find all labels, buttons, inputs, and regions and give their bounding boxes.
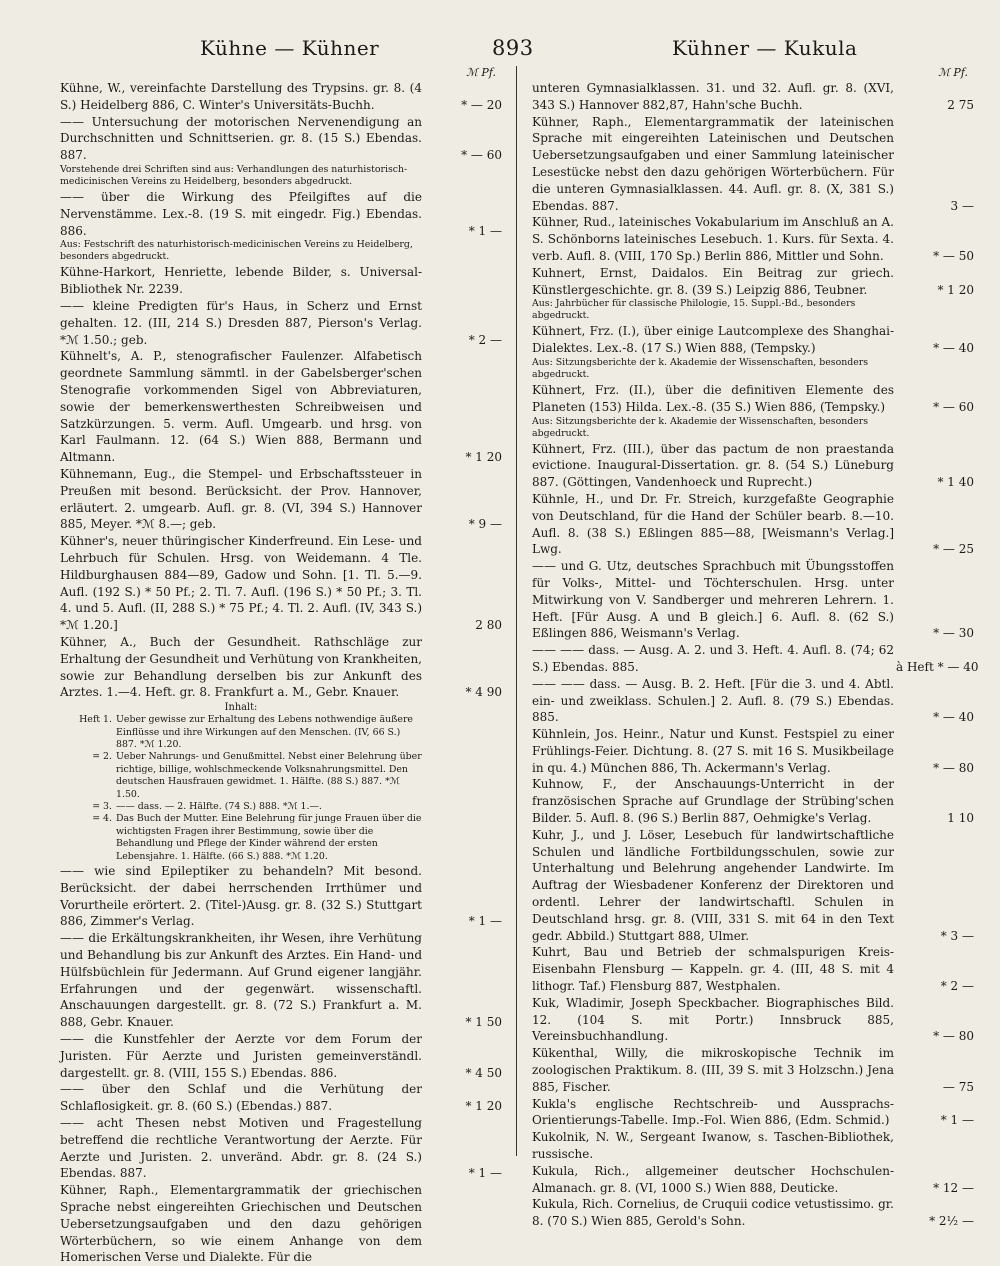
entry-text: —— acht Thesen nebst Motiven und Fragestellung betreffend die rechtliche Verantwortung der Aerzte. Für Aerzte und Juristen. 2. unveränd. Abdr. gr. 8. (24 S.) Ebendas. 887.: [60, 1115, 422, 1181]
catalog-entry: [532, 776, 974, 826]
catalog-entry: [532, 265, 974, 299]
entry-price: * 1 —: [468, 223, 502, 238]
entry-text: unteren Gymnasialklassen. 31. und 32. Aufl. gr. 8. (XVI, 343 S.) Hannover 882,87, Hahn'sche Buchh.: [532, 81, 894, 112]
entry-price: 1 10: [947, 811, 974, 826]
entry-price: * — 50: [933, 248, 974, 263]
entry-price: * 1 —: [940, 1113, 974, 1128]
entry-text: Kühner, Raph., Elementargrammatik der griechischen Sprache nebst eingereihten Griechischen und Deutschen Uebersetzungsaufgaben und den dazu gehörigen Wörterbüchern, so wie einem Anhange von dem Homerischen Verse und Dialekte. Für die: [60, 1183, 422, 1265]
catalog-entry: [532, 214, 974, 264]
contents-item: [60, 813, 502, 863]
right-column: [532, 66, 979, 1229]
entry-price: * 4 50: [465, 1065, 502, 1080]
catalog-entry: [532, 1129, 974, 1163]
entry-price: * — 30: [933, 626, 974, 641]
page-number: 893: [492, 36, 534, 60]
entry-price: — 75: [942, 1079, 974, 1094]
catalog-entry: [532, 80, 974, 114]
catalog-entry: [60, 1081, 502, 1115]
catalog-entry: [532, 441, 974, 491]
entry-text: —— —— dass. — Ausg. A. 2. und 3. Heft. 4. Aufl. 8. (74; 62 S.) Ebendas. 885.: [532, 643, 894, 674]
left-column: [60, 66, 502, 1265]
entry-text: Kuhr, J., und J. Löser, Lesebuch für landwirtschaftliche Schulen und ländliche Fortbildungsschulen, sowie zur Unterhaltung und Belehrung angehender Landwirte. Im Auftrag der Wiesbadener Konferenz der Direktoren und ordentl. Lehrer der landwirtschaftl. Schulen in Deutschland hrsg. gr. 8. (VIII, 331 S. mit 64 in den Text gedr. Abbild.) Stuttgart 888, Ulmer.: [532, 827, 894, 943]
entry-text: —— über den Schlaf und die Verhütung der Schlaflosigkeit. gr. 8. (60 S.) (Ebendas.) 887.: [60, 1082, 422, 1114]
entry-price: * 1 20: [937, 282, 974, 297]
entry-text: Kühner's, neuer thüringischer Kinderfreund. Ein Lese- und Lehrbuch für Schulen. Hrsg. von Weidemann. 4 Tle. Hildburghausen 884—89, Gadow und Sohn. [1. Tl. 5.—9. Aufl. (192 S.) * 50 Pf.; 2. Tl. 7. Aufl. (196 S.) * 50 Pf.; 3. Tl. 4. und 5. Aufl. (II, 288 S.) * 75 Pf.; 4. Tl. 2. Aufl. (IV, 343 S.) *ℳ 1.20.]: [60, 534, 422, 633]
entry-text: —— Untersuchung der motorischen Nervenendigung an Durchschnitten und Schnittserien. gr. 8. (15 S.) Ebendas. 887.: [60, 114, 422, 163]
catalog-entry: [60, 80, 502, 114]
entry-price: * 4 90: [465, 685, 502, 700]
entry-text: Kukula, Rich., allgemeiner deutscher Hochschulen-Almanach. gr. 8. (VI, 1000 S.) Wien 888, Deuticke.: [532, 1163, 894, 1195]
price-unit-label: ℳ Pf.: [938, 66, 968, 79]
catalog-entry: [532, 491, 974, 558]
catalog-entry: [60, 1182, 502, 1266]
catalog-entry: [532, 995, 974, 1045]
catalog-entry: [532, 558, 974, 642]
contents-item-label: = 4.: [92, 813, 112, 825]
entry-text: Kuhnert, Ernst, Daidalos. Ein Beitrag zur griech. Künstlergeschichte. gr. 8. (39 S.) Leipzig 886, Teubner.: [532, 265, 894, 297]
entry-price: * 1 50: [465, 1015, 502, 1030]
entry-text: Kühne-Harkort, Henriette, lebende Bilder, s. Universal-Bibliothek Nr. 2239.: [60, 265, 422, 297]
column-divider: [516, 66, 517, 1156]
entry-text: Kühner, Rud., lateinisches Vokabularium im Anschluß an A. S. Schönborns lateinisches Lesebuch. 1. Kurs. für Sexta. 4. verb. Aufl. 8. (VIII, 170 Sp.) Berlin 886, Mittler und Sohn.: [532, 215, 894, 263]
entry-note: Vorstehende drei Schriften sind aus: Verhandlungen des naturhistorisch-medicinischen Vereins zu Heidelberg, besonders abgedruckt.: [60, 163, 408, 187]
entry-note: Aus: Festschrift des naturhistorisch-medicinischen Vereins zu Heidelberg, besonders abgedruckt.: [60, 239, 413, 263]
entry-price: * 9 —: [468, 517, 502, 532]
entry-text: Kühner, A., Buch der Gesundheit. Rathschläge zur Erhaltung der Gesundheit und Verhütung von Krankheiten, sowie zur Behandlung derselben bis zur Ankunft des Arztes. 1.—4. Heft. gr. 8. Frankfurt a. M., Gebr. Knauer.: [60, 634, 422, 700]
entry-text: Kukla's englische Rechtschreib- und Aussprachs-Orientierungs-Tabelle. Imp.-Fol. Wien 886, (Edm. Schmid.): [532, 1096, 894, 1128]
entry-text: Kühnle, H., und Dr. Fr. Streich, kurzgefaßte Geographie von Deutschland, für die Hand der Schüler bearb. 8.—10. Aufl. 8. (38 S.) Eßlingen 885—88, [Weismann's Verlag.] Lwg.: [532, 491, 894, 557]
entry-price: * 1 20: [465, 450, 502, 465]
entry-price: * 2 —: [940, 979, 974, 994]
entry-text: Kuk, Wladimir, Joseph Speckbacher. Biographisches Bild. 12. (104 S. mit Portr.) Innsbruck 885, Vereinsbuchhandlung.: [532, 995, 894, 1044]
entry-price: * 2 —: [468, 332, 502, 347]
entry-price: à Heft * — 40: [896, 659, 979, 674]
entry-price: * 3 —: [940, 928, 974, 943]
entry-price: * 12 —: [933, 1180, 974, 1195]
catalog-entry: [532, 114, 974, 215]
contents-item-label: = 2.: [92, 751, 112, 763]
entry-text: —— kleine Predigten für's Haus, in Scherz und Ernst gehalten. 12. (III, 214 S.) Dresden 887, Pierson's Verlag. *ℳ 1.50.; geb.: [60, 298, 422, 347]
entry-price: * 1 —: [468, 914, 502, 929]
catalog-entry: [60, 466, 502, 533]
contents-item-label: = 3.: [92, 800, 112, 812]
running-head-left: Kühne — Kühner: [200, 36, 380, 60]
catalog-entry: [60, 298, 502, 348]
entry-price: * — 80: [933, 760, 974, 775]
entry-price: * — 60: [461, 148, 502, 163]
entry-text: —— die Kunstfehler der Aerzte vor dem Forum der Juristen. Für Aerzte und Juristen gemeinverständl. dargestellt. gr. 8. (VIII, 155 S.) Ebendas. 886.: [60, 1031, 422, 1080]
contents-item: [60, 801, 502, 813]
entry-text: Kükenthal, Willy, die mikroskopische Technik im zoologischen Praktikum. 8. (III, 39 S. mit 3 Holzschn.) Jena 885, Fischer.: [532, 1046, 894, 1094]
contents-item-label: Heft 1.: [79, 714, 112, 726]
entry-price: 2 80: [475, 618, 502, 633]
catalog-entry: [532, 827, 974, 945]
entry-price: * — 20: [461, 97, 502, 112]
catalog-entry: [532, 676, 974, 726]
entry-note: Aus: Jahrbücher für classische Philologie, 15. Suppl.-Bd., besonders abgedruckt.: [532, 298, 856, 322]
entry-price: * 2½ —: [929, 1214, 974, 1229]
catalog-entry: [60, 189, 502, 239]
catalog-entry: [60, 634, 502, 701]
entry-price: * — 40: [933, 710, 974, 725]
entry-text: Kühnert, Frz. (I.), über einige Lautcomplexe des Shanghai-Dialektes. Lex.-8. (17 S.) Wien 888, (Tempsky.): [532, 324, 894, 356]
contents-item: [60, 751, 502, 801]
entry-price: 2 75: [947, 97, 974, 112]
catalog-entry: [532, 642, 979, 676]
entry-text: Kühne, W., vereinfachte Darstellung des Trypsins. gr. 8. (4 S.) Heidelberg 886, C. Winter's Universitäts-Buchh.: [60, 81, 422, 112]
entry-text: —— die Erkältungskrankheiten, ihr Wesen, ihre Verhütung und Behandlung bis zur Ankunft des Arztes. Ein Hand- und Hülfsbüchlein für Jedermann. Auf Grund eigener langjähr. Erfahrungen und der gegenwärt. wissenschaftl. Anschauungen dargestellt. gr. 8. (72 S.) Frankfurt a. M. 888, Gebr. Knauer.: [60, 931, 422, 1030]
entry-price: * — 80: [933, 1029, 974, 1044]
catalog-entry: [532, 944, 974, 994]
contents-item-text: —— dass. — 2. Hälfte. (74 S.) 888. *ℳ 1.—.: [116, 800, 322, 812]
catalog-entry: [532, 1163, 974, 1197]
entry-text: Kühnemann, Eug., die Stempel- und Erbschaftssteuer in Preußen mit besond. Berücksicht. der Prov. Hannover, erläutert. 2. umgearb. Aufl. gr. 8. (VI, 394 S.) Hannover 885, Meyer. *ℳ 8.—; geb.: [60, 466, 422, 532]
catalog-entry: [60, 114, 502, 164]
entry-price: * 1 —: [468, 1166, 502, 1181]
entry-text: Kühnlein, Jos. Heinr., Natur und Kunst. Festspiel zu einer Frühlings-Feier. Dichtung. 8. (27 S. mit 16 S. Musikbeilage in qu. 4.) München 886, Th. Ackermann's Verlag.: [532, 727, 894, 775]
entry-price: * 1 20: [465, 1099, 502, 1114]
catalog-entry: [60, 348, 502, 466]
entry-text: Kühnert, Frz. (II.), über die definitiven Elemente des Planeten (153) Hilda. Lex.-8. (35 S.) Wien 886, (Tempsky.): [532, 382, 894, 414]
entry-text: Kühner, Raph., Elementargrammatik der lateinischen Sprache mit eingereihten Lateinischen und Deutschen Uebersetzungsaufgaben und einer Sammlung lateinischer Lesestücke nebst den dazu gehörigen Wörterbüchern. Für die unteren Gymnasialklassen. 44. Aufl. gr. 8. (X, 381 S.) Ebendas. 887.: [532, 114, 894, 213]
running-head-right: Kühner — Kukula: [672, 36, 858, 60]
catalog-entry: [532, 726, 974, 776]
entry-text: Kühnelt's, A. P., stenografischer Faulenzer. Alfabetisch geordnete Sammlung sämmtl. in der Gabelsberger'schen Stenografie vorkommenden Sigel von Abbreviaturen, sowie der bemerkenswerthesten Schreibweisen und Satzkürzungen. 5. verm. Aufl. Umgearb. und hrsg. von Karl Faulmann. 12. (64 S.) Wien 888, Bermann und Altmann.: [60, 349, 422, 465]
entry-price: * — 40: [933, 341, 974, 356]
entry-text: Kuhnow, F., der Anschauungs-Unterricht in der französischen Sprache auf Grundlage der Strübing'schen Bilder. 5. Aufl. 8. (96 S.) Berlin 887, Oehmigke's Verlag.: [532, 777, 894, 826]
catalog-entry: [532, 1045, 974, 1095]
entry-note: Aus: Sitzungsberichte der k. Akademie der Wissenschaften, besonders abgedruckt.: [532, 415, 869, 439]
catalog-entry: [60, 264, 502, 298]
entry-text: —— und G. Utz, deutsches Sprachbuch mit Übungsstoffen für Volks-, Mittel- und Töchterschulen. Hrsg. unter Mitwirkung von V. Sandberger und mehreren Lehrern. 1. Heft. [Für Ausg. A und B gleich.] 6. Aufl. 8. (62 S.) Eßlingen 886, Weismann's Verlag.: [532, 559, 894, 641]
catalog-entry: [532, 323, 974, 357]
catalog-entry: [60, 1115, 502, 1182]
contents-item-text: Ueber Nahrungs- und Genußmittel. Nebst einer Belehrung über richtige, billige, wohlschmeckende Volksnahrungsmittel. Den deutschen Hausfrauen gewidmet. 1. Hälfte. (88 S.) 887. *ℳ 1.50.: [116, 751, 422, 800]
entry-text: Kukolnik, N. W., Sergeant Iwanow, s. Taschen-Bibliothek, russische.: [532, 1130, 894, 1162]
entry-text: —— wie sind Epileptiker zu behandeln? Mit besond. Berücksicht. der dabei herrschenden Irrthümer und Vorurtheile erörtert. 2. (Titel-)Ausg. gr. 8. (32 S.) Stuttgart 886, Zimmer's Verlag.: [60, 863, 422, 929]
catalog-entry: [532, 1096, 974, 1130]
entry-note: Aus: Sitzungsberichte der k. Akademie der Wissenschaften, besonders abgedruckt.: [532, 356, 869, 380]
contents-item: [60, 714, 502, 751]
contents-heading: Inhalt:: [224, 702, 258, 714]
entry-price: * 1 40: [937, 475, 974, 490]
entry-price: * — 25: [933, 542, 974, 557]
contents-item-text: Ueber gewisse zur Erhaltung des Lebens nothwendige äußere Einflüsse und ihre Wirkungen auf den Menschen. (IV, 66 S.) 887. *ℳ 1.20.: [116, 714, 413, 750]
entry-text: —— über die Wirkung des Pfeilgiftes auf die Nervenstämme. Lex.-8. (19 S. mit eingedr. Fig.) Ebendas. 886.: [60, 189, 422, 238]
entry-text: Kühnert, Frz. (III.), über das pactum de non praestanda evictione. Inaugural-Dissertation. gr. 8. (54 S.) Lüneburg 887. (Göttingen, Vandenhoeck und Ruprecht.): [532, 441, 894, 490]
catalog-entry: [60, 1031, 502, 1081]
contents-item-text: Das Buch der Mutter. Eine Belehrung für junge Frauen über die wichtigsten Fragen ihrer Bestimmung, sowie über die Behandlung und Pflege der Kinder während der ersten Lebensjahre. 1. Hälfte. (66 S.) 888. *ℳ 1.20.: [116, 813, 422, 862]
entry-text: Kukula, Rich. Cornelius, de Cruquii codice vetustissimo. gr. 8. (70 S.) Wien 885, Gerold's Sohn.: [532, 1197, 894, 1229]
price-unit-label: ℳ Pf.: [466, 66, 496, 79]
entry-text: —— —— dass. — Ausg. B. 2. Heft. [Für die 3. und 4. Abtl. ein- und zweiklass. Schulen.] 2. Aufl. 8. (79 S.) Ebendas. 885.: [532, 676, 894, 725]
entry-text: Kuhrt, Bau und Betrieb der schmalspurigen Kreis-Eisenbahn Flensburg — Kappeln. gr. 4. (III, 48 S. mit 4 lithogr. Taf.) Flensburg 887, Westphalen.: [532, 945, 894, 994]
catalog-entry: [60, 863, 502, 930]
entry-price: * — 60: [933, 399, 974, 414]
catalog-entry: [60, 930, 502, 1031]
catalog-entry: [532, 1196, 974, 1230]
catalog-entry: [60, 533, 502, 634]
catalog-entry: [532, 382, 974, 416]
entry-price: 3 —: [950, 198, 974, 213]
